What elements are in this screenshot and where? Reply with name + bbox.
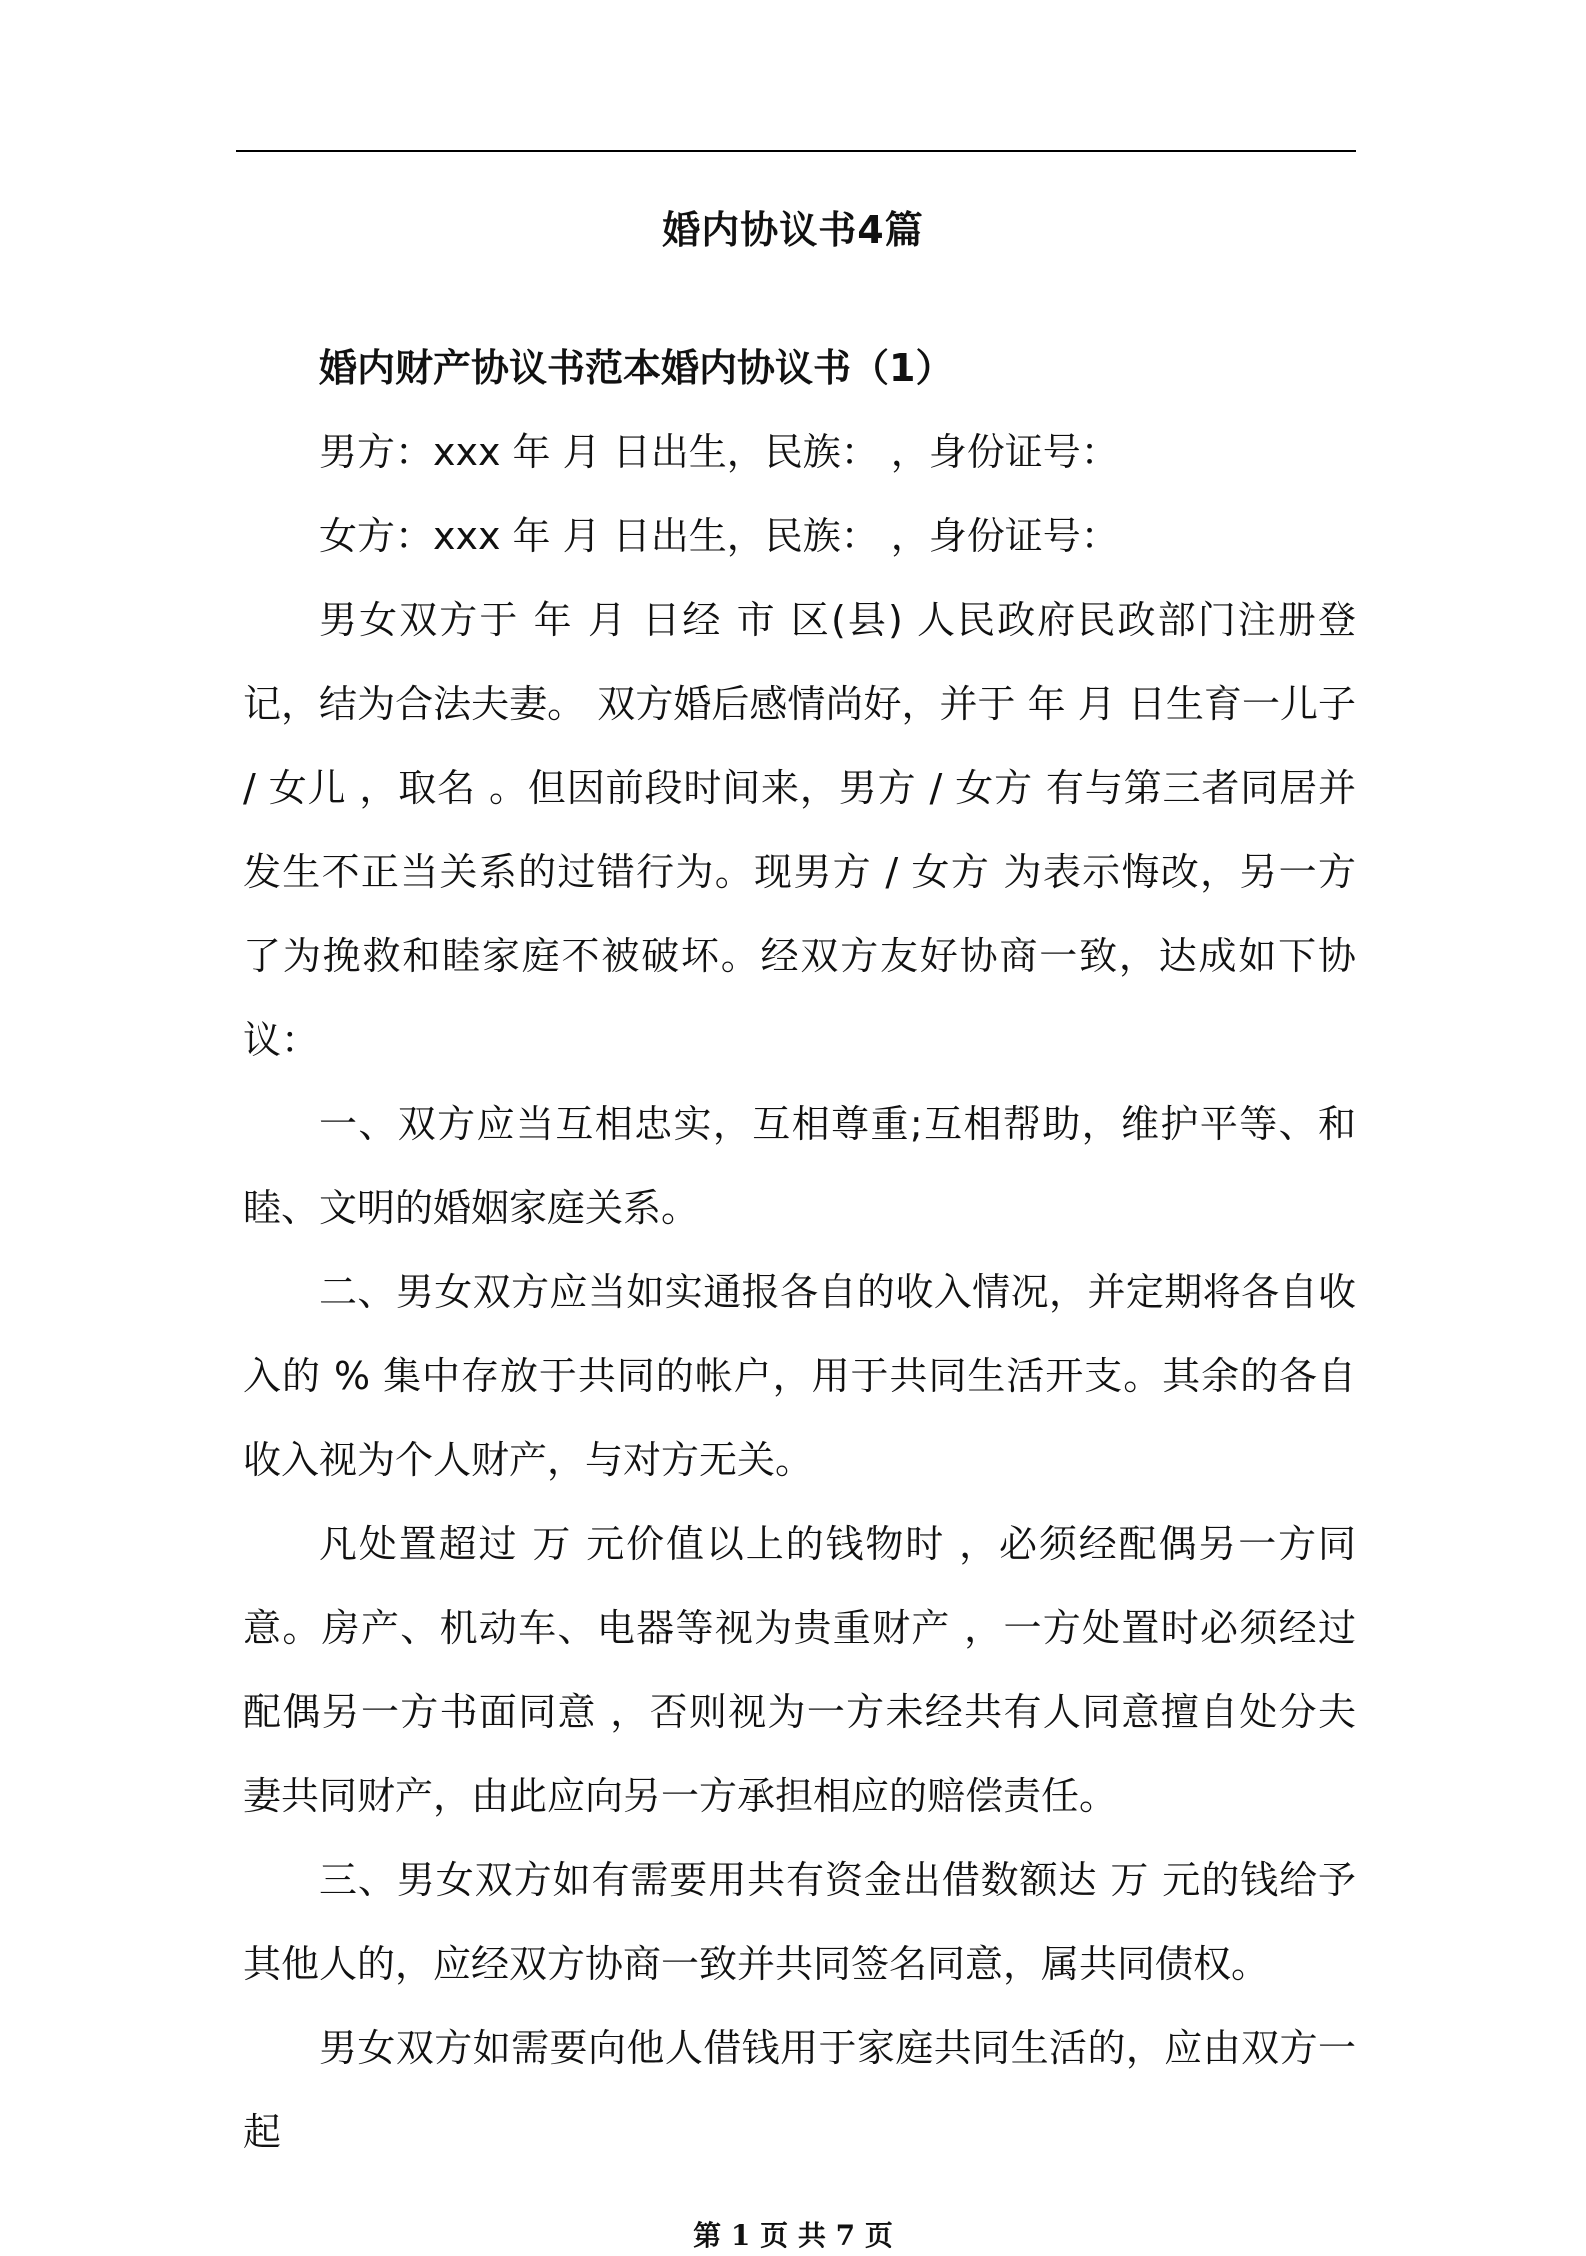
paragraph-property-disposal: 凡处置超过 万 元价值以上的钱物时 ，必须经配偶另一方同意。房产、机动车、电器等视为贵重财产 ，一方处置时必须经过配偶另一方书面同意 ，否则视为一方未经共有人同意擅自处分夫妻共同财产，由此应向另一方承担相应的赔偿责任。 [243, 1522, 1356, 1818]
paragraph-clause-1: 一、双方应当互相忠实，互相尊重;互相帮助，维护平等、和睦、文明的婚姻家庭关系。 [243, 1102, 1356, 1230]
header-rule [236, 150, 1356, 152]
paragraph-clause-2: 二、男女双方应当如实通报各自的收入情况，并定期将各自收入的 % 集中存放于共同的帐户，用于共同生活开支。其余的各自收入视为个人财产，与对方无关。 [243, 1270, 1356, 1482]
page-number: 第 1 页 共 7 页 [693, 2219, 893, 2252]
section-subtitle: 婚内财产协议书范本婚内协议书（1） [319, 346, 954, 390]
paragraph-borrowing: 男女双方如需要向他人借钱用于家庭共同生活的，应由双方一起 [243, 2026, 1356, 2154]
document-title: 婚内协议书4篇 [662, 208, 924, 252]
paragraph-husband-info: 男方：xxx 年 月 日出生，民族： ，身份证号： [319, 430, 1119, 474]
paragraph-clause-3: 三、男女双方如有需要用共有资金出借数额达 万 元的钱给予其他人的，应经双方协商一致并共同签名同意，属共同债权。 [243, 1858, 1356, 1986]
paragraph-background: 男女双方于 年 月 日经 市 区(县) 人民政府民政部门注册登记，结为合法夫妻。 双方婚后感情尚好，并于 年 月 日生育一儿子 / 女儿 ，取名 。但因前段时间来，男方 / 女方 有与第三者同居并发生不正当关系的过错行为。现男方 / 女方 为表示悔改，另一方了为挽救和睦家庭不被破坏。经双方友好协商一致，达成如下协议： [243, 598, 1356, 1062]
document-body [243, 326, 1356, 2174]
paragraph-wife-info: 女方：xxx 年 月 日出生，民族： ，身份证号： [319, 514, 1119, 558]
